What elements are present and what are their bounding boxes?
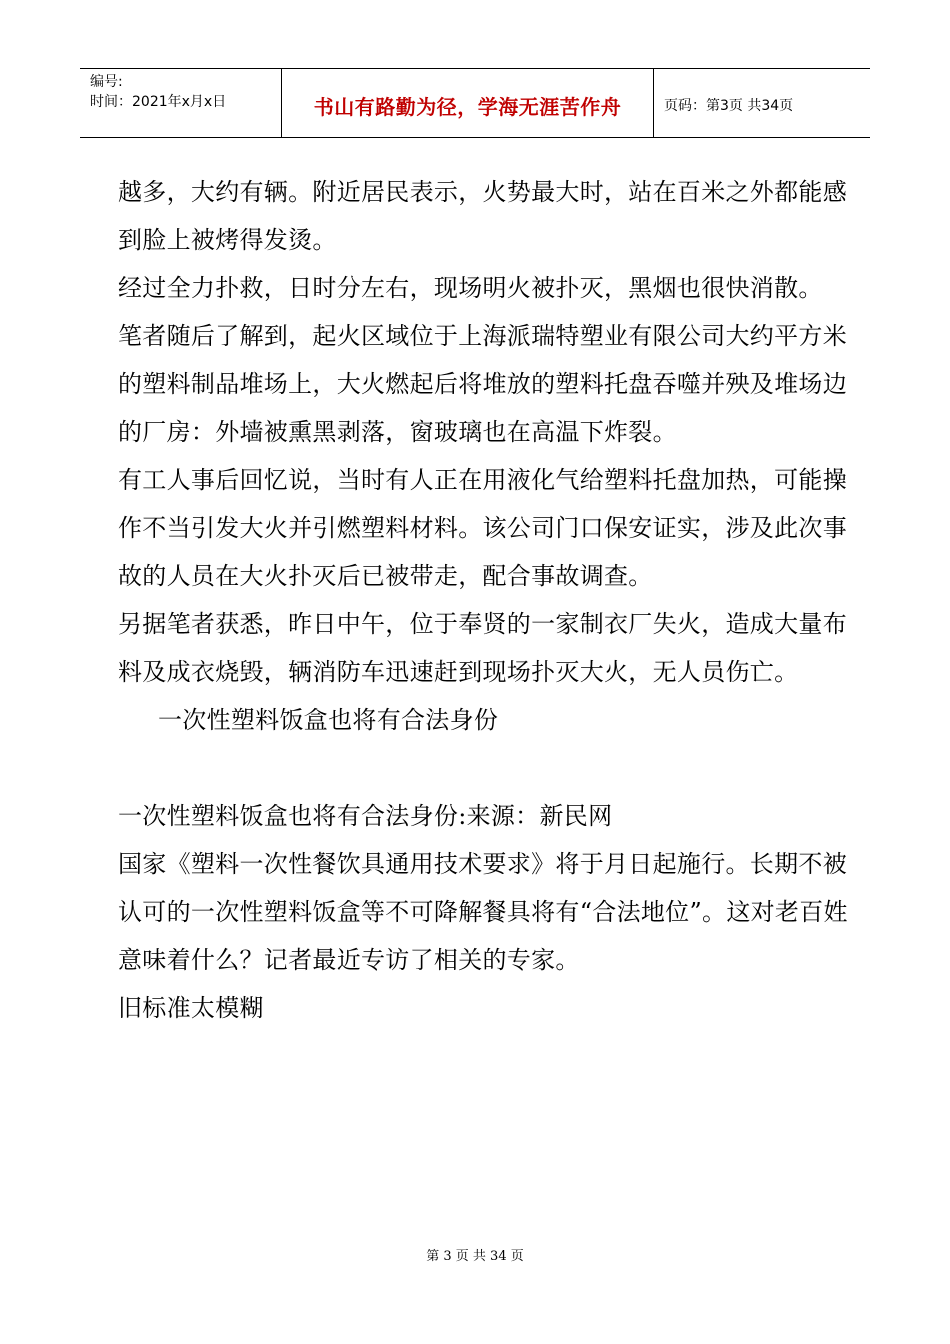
- subheading: 旧标准太模糊: [118, 994, 264, 1022]
- header-motto: 书山有路勤为径，学海无涯苦作舟: [313, 94, 622, 119]
- body-paragraph: 有工人事后回忆说，当时有人正在用液化气给塑料托盘加热，可能操作不当引发大火并引燃塑料材料。该公司门口保安证实，涉及此次事故的人员在大火扑灭后已被带走，配合事故调查。: [118, 466, 847, 590]
- body-paragraph: 经过全力扑救，日时分左右，现场明火被扑灭，黑烟也很快消散。: [118, 274, 823, 302]
- blank-line: [118, 744, 858, 792]
- body-paragraph: 笔者随后了解到，起火区域位于上海派瑞特塑业有限公司大约平方米的塑料制品堆场上，大火燃起后将堆放的塑料托盘吞噬并殃及堆场边的厂房：外墙被熏黑剥落，窗玻璃也在高温下炸裂。: [118, 322, 847, 446]
- footer-page-number: 第 3 页 共 34 页: [426, 1249, 524, 1264]
- page-footer: [0, 1245, 950, 1264]
- header-motto-cell: [282, 69, 654, 137]
- page-header: [80, 68, 870, 138]
- body-paragraph: 一次性塑料饭盒也将有合法身份:来源：新民网: [118, 802, 613, 830]
- header-page-info: 页码：第3页 共34页: [664, 98, 794, 114]
- document-body: [118, 168, 858, 1032]
- body-paragraph: 另据笔者获悉，昨日中午，位于奉贤的一家制衣厂失火，造成大量布料及成衣烧毁，辆消防车迅速赶到现场扑灭大火，无人员伤亡。: [118, 610, 847, 686]
- header-meta: [80, 69, 282, 137]
- section-title: 一次性塑料饭盒也将有合法身份: [158, 706, 499, 734]
- body-paragraph: 国家《塑料一次性餐饮具通用技术要求》将于月日起施行。长期不被认可的一次性塑料饭盒等不可降解餐具将有“合法地位”。这对老百姓意味着什么？记者最近专访了相关的专家。: [118, 850, 848, 974]
- body-paragraph: 越多，大约有辆。附近居民表示，火势最大时，站在百米之外都能感到脸上被烤得发烫。: [118, 178, 847, 254]
- header-page-info-cell: [654, 69, 870, 137]
- date-label: 时间：2021年x月x日: [90, 94, 227, 110]
- serial-number-label: 编号:: [90, 74, 123, 90]
